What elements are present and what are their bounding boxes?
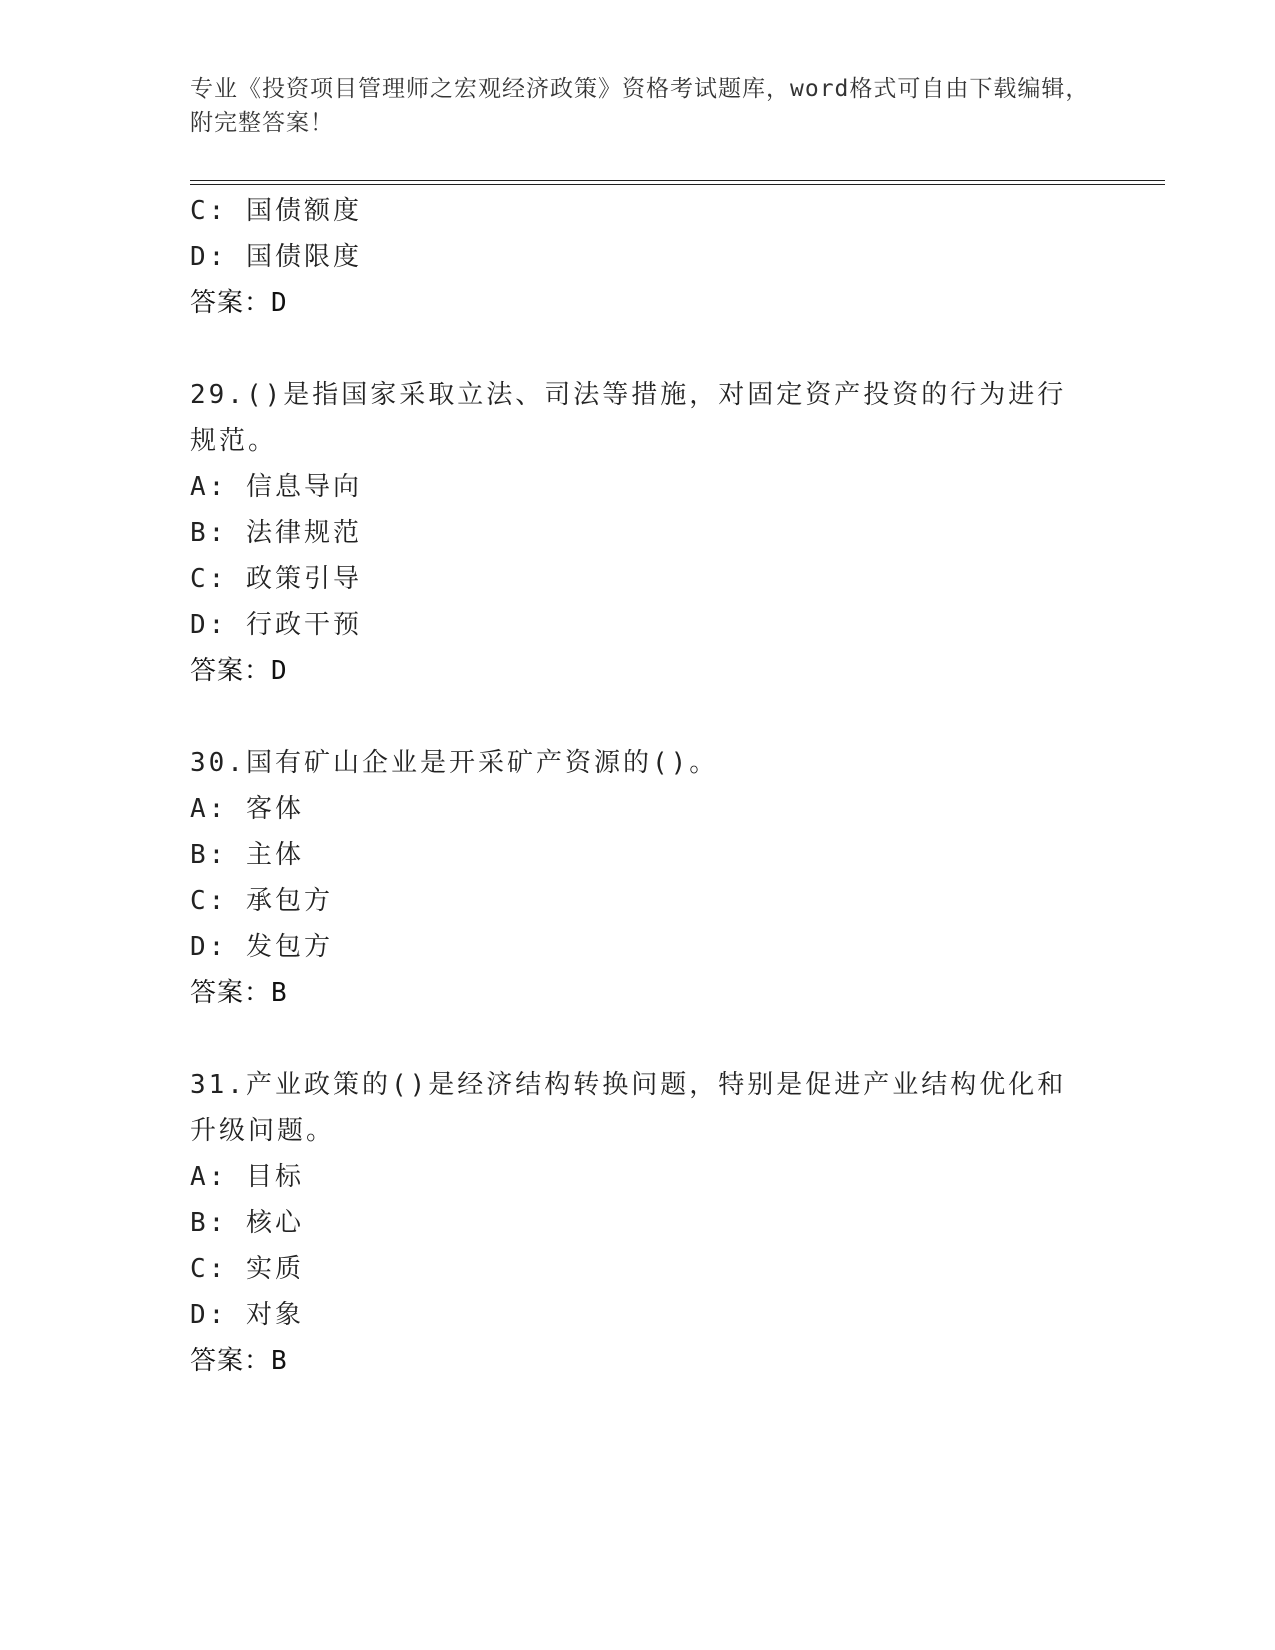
option-label: B: (190, 1208, 228, 1238)
option-b (190, 510, 1090, 556)
option-c (190, 188, 1090, 234)
option-label: D: (190, 610, 228, 640)
question-text (190, 372, 1080, 464)
question-body: ()是指国家采取立法、司法等措施，对固定资产投资的行为进行规范。 (190, 380, 1067, 456)
answer-value: D (271, 656, 288, 686)
option-text: 信息导向 (245, 472, 362, 502)
page-header: 专业《投资项目管理师之宏观经济政策》资格考试题库，word格式可自由下载编辑，附完整答案！ (190, 76, 1090, 136)
option-label: A: (190, 1162, 228, 1192)
answer-label: 答案： (190, 288, 272, 318)
option-text: 行政干预 (245, 610, 362, 640)
question-30 (190, 740, 1090, 1016)
answer (190, 280, 1090, 326)
option-text: 核心 (245, 1208, 304, 1238)
option-b (190, 1200, 1090, 1246)
option-label: D: (190, 1300, 228, 1330)
option-d (190, 234, 1090, 280)
question-number: 30. (190, 748, 246, 778)
answer-value: B (271, 1346, 288, 1376)
option-label: B: (190, 518, 228, 548)
answer (190, 970, 1090, 1016)
option-d (190, 602, 1090, 648)
option-text: 主体 (245, 840, 304, 870)
option-text: 承包方 (245, 886, 333, 916)
question-31 (190, 1062, 1090, 1384)
answer-label: 答案： (190, 1346, 272, 1376)
question-number: 31. (190, 1070, 246, 1100)
question-29 (190, 372, 1090, 694)
option-label: D: (190, 242, 228, 272)
option-c (190, 1246, 1090, 1292)
option-text: 国债额度 (245, 196, 362, 226)
option-label: C: (190, 564, 228, 594)
header-rule-bottom (190, 184, 1165, 185)
option-label: A: (190, 472, 228, 502)
option-b (190, 832, 1090, 878)
option-c (190, 878, 1090, 924)
option-a (190, 786, 1090, 832)
answer (190, 648, 1090, 694)
option-text: 实质 (245, 1254, 304, 1284)
question-body: 国有矿山企业是开采矿产资源的()。 (245, 748, 719, 778)
answer-value: D (271, 288, 288, 318)
header-rule-top (190, 180, 1165, 181)
option-label: D: (190, 932, 228, 962)
option-label: A: (190, 794, 228, 824)
option-text: 对象 (245, 1300, 304, 1330)
continued-question (190, 188, 1090, 326)
question-number: 29. (190, 380, 246, 410)
option-label: C: (190, 1254, 228, 1284)
option-label: B: (190, 840, 228, 870)
option-label: C: (190, 886, 228, 916)
option-text: 客体 (245, 794, 304, 824)
option-c (190, 556, 1090, 602)
question-text (190, 1062, 1080, 1154)
option-text: 法律规范 (245, 518, 362, 548)
option-d (190, 924, 1090, 970)
question-list (190, 188, 1090, 1384)
question-text (190, 740, 1080, 786)
option-d (190, 1292, 1090, 1338)
option-a (190, 464, 1090, 510)
option-label: C: (190, 196, 228, 226)
option-text: 国债限度 (245, 242, 362, 272)
answer-label: 答案： (190, 656, 272, 686)
option-a (190, 1154, 1090, 1200)
answer-value: B (271, 978, 288, 1008)
answer (190, 1338, 1090, 1384)
option-text: 目标 (245, 1162, 304, 1192)
answer-label: 答案： (190, 978, 272, 1008)
option-text: 发包方 (245, 932, 333, 962)
question-body: 产业政策的()是经济结构转换问题，特别是促进产业结构优化和升级问题。 (190, 1070, 1067, 1146)
option-text: 政策引导 (245, 564, 362, 594)
